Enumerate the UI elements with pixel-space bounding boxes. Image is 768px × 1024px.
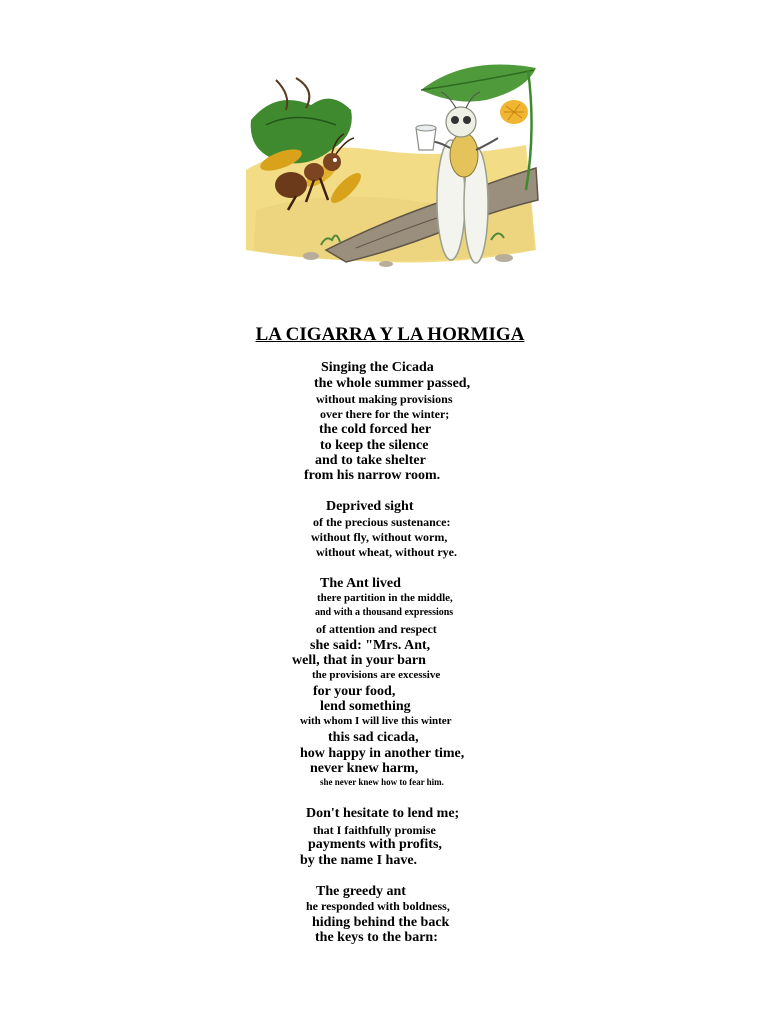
poem-line: hiding behind the back xyxy=(312,915,450,930)
leaf-umbrella xyxy=(421,64,536,101)
poem-line: he responded with boldness, xyxy=(306,899,450,913)
poem-line: without making provisions xyxy=(316,392,453,406)
poem-line: The greedy ant xyxy=(316,884,406,899)
poem-line: well, that in your barn xyxy=(292,653,426,668)
poem-line: the keys to the barn: xyxy=(315,930,438,945)
poem-line: with whom I will live this winter xyxy=(300,715,452,727)
poem-line: this sad cicada, xyxy=(328,730,419,745)
poem-line: and to take shelter xyxy=(315,453,426,468)
poem-line: lend something xyxy=(320,699,411,714)
poem-line: Singing the Cicada xyxy=(321,360,434,375)
poem-line: she said: "Mrs. Ant, xyxy=(310,638,431,653)
poem-line: Don't hesitate to lend me; xyxy=(306,806,460,821)
poem-line: she never knew how to fear him. xyxy=(320,777,444,787)
poem-line: The Ant lived xyxy=(320,576,401,591)
poem-line: from his narrow room. xyxy=(304,468,441,483)
poem-title: LA CIGARRA Y LA HORMIGA xyxy=(255,324,525,345)
poem-line: of the precious sustenance: xyxy=(313,515,451,529)
poem-line: without fly, without worm, xyxy=(311,530,448,544)
poem-line: without wheat, without rye. xyxy=(316,545,457,559)
poem-line: to keep the silence xyxy=(320,438,429,453)
poem-line: for your food, xyxy=(313,684,396,699)
poem-line: payments with profits, xyxy=(308,837,442,852)
cicada-and-ant-illustration xyxy=(236,50,542,278)
poem-line: Deprived sight xyxy=(326,499,414,514)
poem-line: and with a thousand expressions xyxy=(315,607,454,618)
poem-line: the provisions are excessive xyxy=(312,669,441,681)
poem-line: of attention and respect xyxy=(316,622,437,636)
poem-line: how happy in another time, xyxy=(300,746,465,761)
poem-line: the cold forced her xyxy=(319,422,432,437)
poem-line: never knew harm, xyxy=(310,761,419,776)
poem-line: the whole summer passed, xyxy=(314,376,471,391)
poem-line: that I faithfully promise xyxy=(313,823,436,837)
poem-line: there partition in the middle, xyxy=(317,592,453,604)
poem-line: by the name I have. xyxy=(300,853,418,868)
poem-line: over there for the winter; xyxy=(320,407,450,421)
